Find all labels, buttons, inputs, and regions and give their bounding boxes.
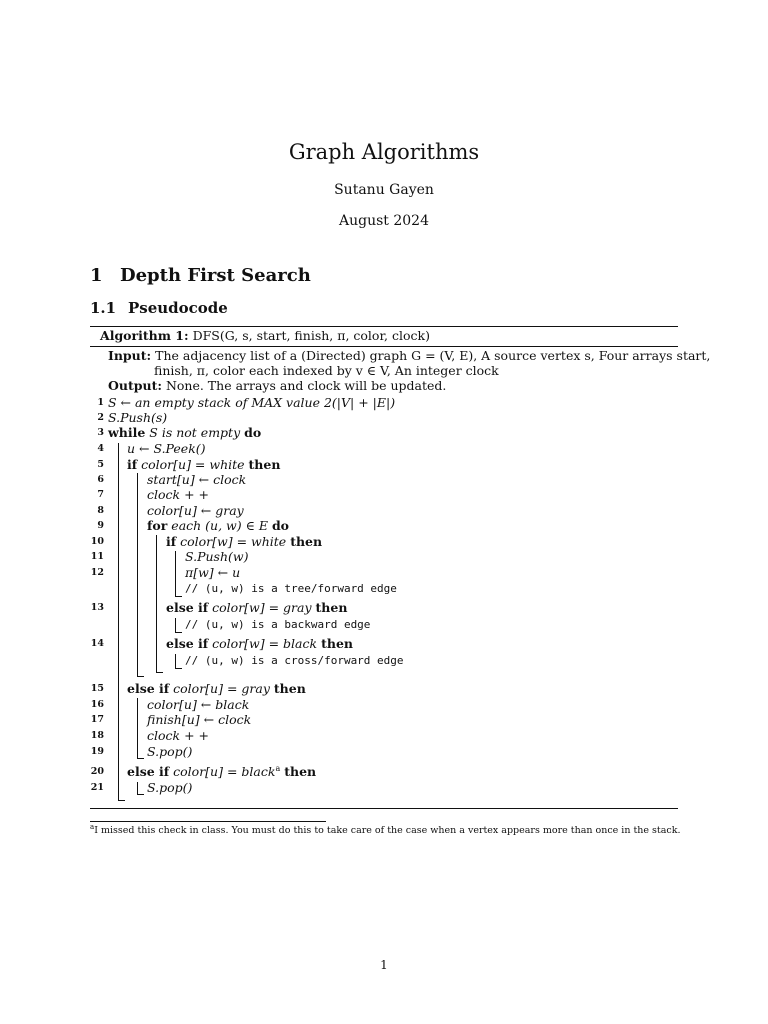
line-number: 11	[90, 551, 104, 562]
line-number: 1	[97, 397, 104, 408]
keyword: for	[147, 518, 168, 533]
input-text: The adjacency list of a (Directed) graph G = (V, E), A source vertex s, Four arrays start,	[155, 348, 711, 363]
subsection-title: Pseudocode	[128, 299, 228, 317]
statement: S ← an empty stack of MAX value 2(|V| + |E|)	[108, 395, 396, 410]
statement: color[u] ← gray	[147, 503, 244, 518]
line-number: 13	[90, 602, 104, 613]
algorithm-line	[147, 697, 249, 712]
keyword: then	[290, 534, 323, 549]
statement: color[w] = gray	[212, 600, 312, 615]
block-bar-end	[137, 676, 144, 677]
algorithm-line	[147, 712, 251, 727]
statement: color[u] = black	[173, 764, 276, 780]
paper-title: Graph Algorithms	[288, 140, 480, 164]
line-number: 5	[97, 459, 104, 470]
keyword: else if	[127, 764, 170, 780]
keyword: else if	[166, 600, 209, 615]
block-bar	[137, 473, 138, 676]
algorithm-line	[127, 681, 306, 696]
keyword: then	[315, 600, 348, 615]
output-label: Output:	[108, 378, 162, 393]
date: August 2024	[339, 213, 429, 229]
algorithm-line	[127, 441, 206, 456]
section-title: Depth First Search	[120, 265, 311, 286]
algorithm-line	[147, 472, 246, 487]
code-comment: // (u, w) is a backward edge	[185, 618, 371, 631]
keyword: if	[127, 457, 138, 472]
algorithm-line	[166, 534, 322, 549]
line-number: 6	[97, 474, 104, 485]
algorithm-label: Algorithm 1:	[100, 328, 189, 343]
algorithm-caption	[100, 328, 430, 343]
statement: clock + +	[147, 728, 209, 743]
statement: S.Push(w)	[185, 549, 249, 564]
statement: start[u] ← clock	[147, 472, 247, 487]
block-bar	[156, 535, 157, 672]
line-number: 20	[90, 766, 104, 777]
algorithm-top-rule	[90, 326, 678, 327]
algorithm-output	[108, 378, 446, 393]
line-number: 12	[90, 567, 104, 578]
section-heading	[90, 265, 311, 286]
keyword: then	[273, 681, 306, 696]
algorithm-line	[108, 395, 395, 410]
keyword: do	[244, 425, 262, 440]
algorithm-signature: DFS(G, s, start, finish, π, color, clock)	[192, 328, 430, 343]
keyword: do	[271, 518, 290, 533]
algorithm-bottom-rule	[90, 808, 678, 809]
line-number: 15	[90, 683, 104, 694]
footnote-ref: a	[275, 764, 281, 773]
keyword: then	[321, 636, 353, 651]
subsection-number: 1.1	[90, 299, 117, 317]
line-number: 16	[90, 699, 104, 710]
block-bar-end	[137, 794, 144, 795]
algorithm-input	[108, 348, 710, 363]
footnote-mark: a	[90, 823, 95, 831]
block-bar-end	[175, 632, 182, 633]
statement: clock + +	[147, 487, 209, 502]
algorithm-line	[185, 652, 404, 667]
line-number: 10	[90, 536, 104, 547]
block-bar	[175, 618, 176, 632]
code-comment: // (u, w) is a tree/forward edge	[185, 582, 397, 595]
line-number: 4	[97, 443, 104, 454]
block-bar	[118, 443, 119, 800]
line-number: 18	[90, 730, 104, 741]
block-bar	[175, 551, 176, 596]
code-comment: // (u, w) is a cross/forward edge	[185, 654, 404, 667]
algorithm-line	[147, 728, 209, 743]
statement: each (u, w) ∈ E	[171, 518, 268, 533]
statement: u ← S.Peek()	[127, 441, 206, 456]
statement: π[w] ← u	[185, 565, 241, 580]
algorithm-line	[185, 580, 397, 595]
block-bar-end	[156, 672, 163, 673]
statement: color[u] = gray	[173, 681, 270, 696]
algorithm-line	[108, 425, 261, 440]
section-number: 1	[90, 265, 103, 286]
page-number: 1	[380, 958, 388, 972]
statement: S.pop()	[147, 744, 193, 759]
statement: S.Push(s)	[108, 410, 168, 425]
line-number: 14	[90, 638, 104, 649]
algorithm-line	[185, 565, 240, 580]
algorithm-line	[147, 744, 192, 759]
line-number: 9	[97, 520, 104, 531]
footnote	[90, 823, 681, 836]
algorithm-line	[127, 457, 280, 472]
algorithm-caption-rule	[90, 346, 678, 347]
keyword: then	[248, 457, 281, 472]
output-text: None. The arrays and clock will be updated.	[165, 378, 447, 393]
line-number: 3	[97, 427, 104, 438]
footnote-rule	[90, 821, 326, 822]
block-bar-end	[118, 800, 125, 801]
input-text-cont: finish, π, color each indexed by v ∈ V, An integer clock	[154, 363, 499, 378]
subsection-heading	[90, 299, 228, 317]
block-bar	[137, 698, 138, 758]
algorithm-line	[166, 636, 353, 651]
block-bar	[137, 782, 138, 794]
block-bar-end	[175, 596, 182, 597]
algorithm-line	[147, 518, 289, 533]
line-number: 2	[97, 412, 104, 423]
algorithm-line	[147, 503, 244, 518]
algorithm-line	[108, 410, 167, 425]
author: Sutanu Gayen	[334, 182, 434, 198]
statement: color[w] = black	[212, 636, 318, 651]
statement: color[u] = white	[141, 457, 245, 472]
block-bar	[175, 654, 176, 668]
line-number: 21	[90, 782, 104, 793]
keyword: else if	[127, 681, 170, 696]
algorithm-line	[185, 616, 370, 631]
block-bar-end	[175, 668, 182, 669]
algorithm-line	[127, 764, 316, 779]
algorithm-line	[147, 487, 209, 502]
block-bar-end	[137, 758, 144, 759]
line-number: 19	[90, 746, 104, 757]
keyword: while	[108, 425, 146, 440]
keyword: then	[284, 764, 317, 780]
line-number: 8	[97, 505, 104, 516]
algorithm-line	[185, 549, 248, 564]
line-number: 7	[97, 489, 104, 500]
statement: S is not empty	[149, 425, 241, 440]
statement: S.pop()	[147, 780, 193, 795]
algorithm-line	[166, 600, 347, 615]
algorithm-input-cont	[154, 363, 499, 378]
statement: color[w] = white	[180, 534, 287, 549]
algorithm-line	[147, 780, 192, 795]
statement: finish[u] ← clock	[147, 712, 252, 727]
input-label: Input:	[108, 348, 152, 363]
footnote-text: I missed this check in class. You must do this to take care of the case when a vertex appears more than once in the stack.	[94, 825, 681, 837]
keyword: if	[166, 534, 177, 549]
keyword: else if	[166, 636, 209, 651]
line-number: 17	[90, 714, 104, 725]
statement: color[u] ← black	[147, 697, 250, 712]
